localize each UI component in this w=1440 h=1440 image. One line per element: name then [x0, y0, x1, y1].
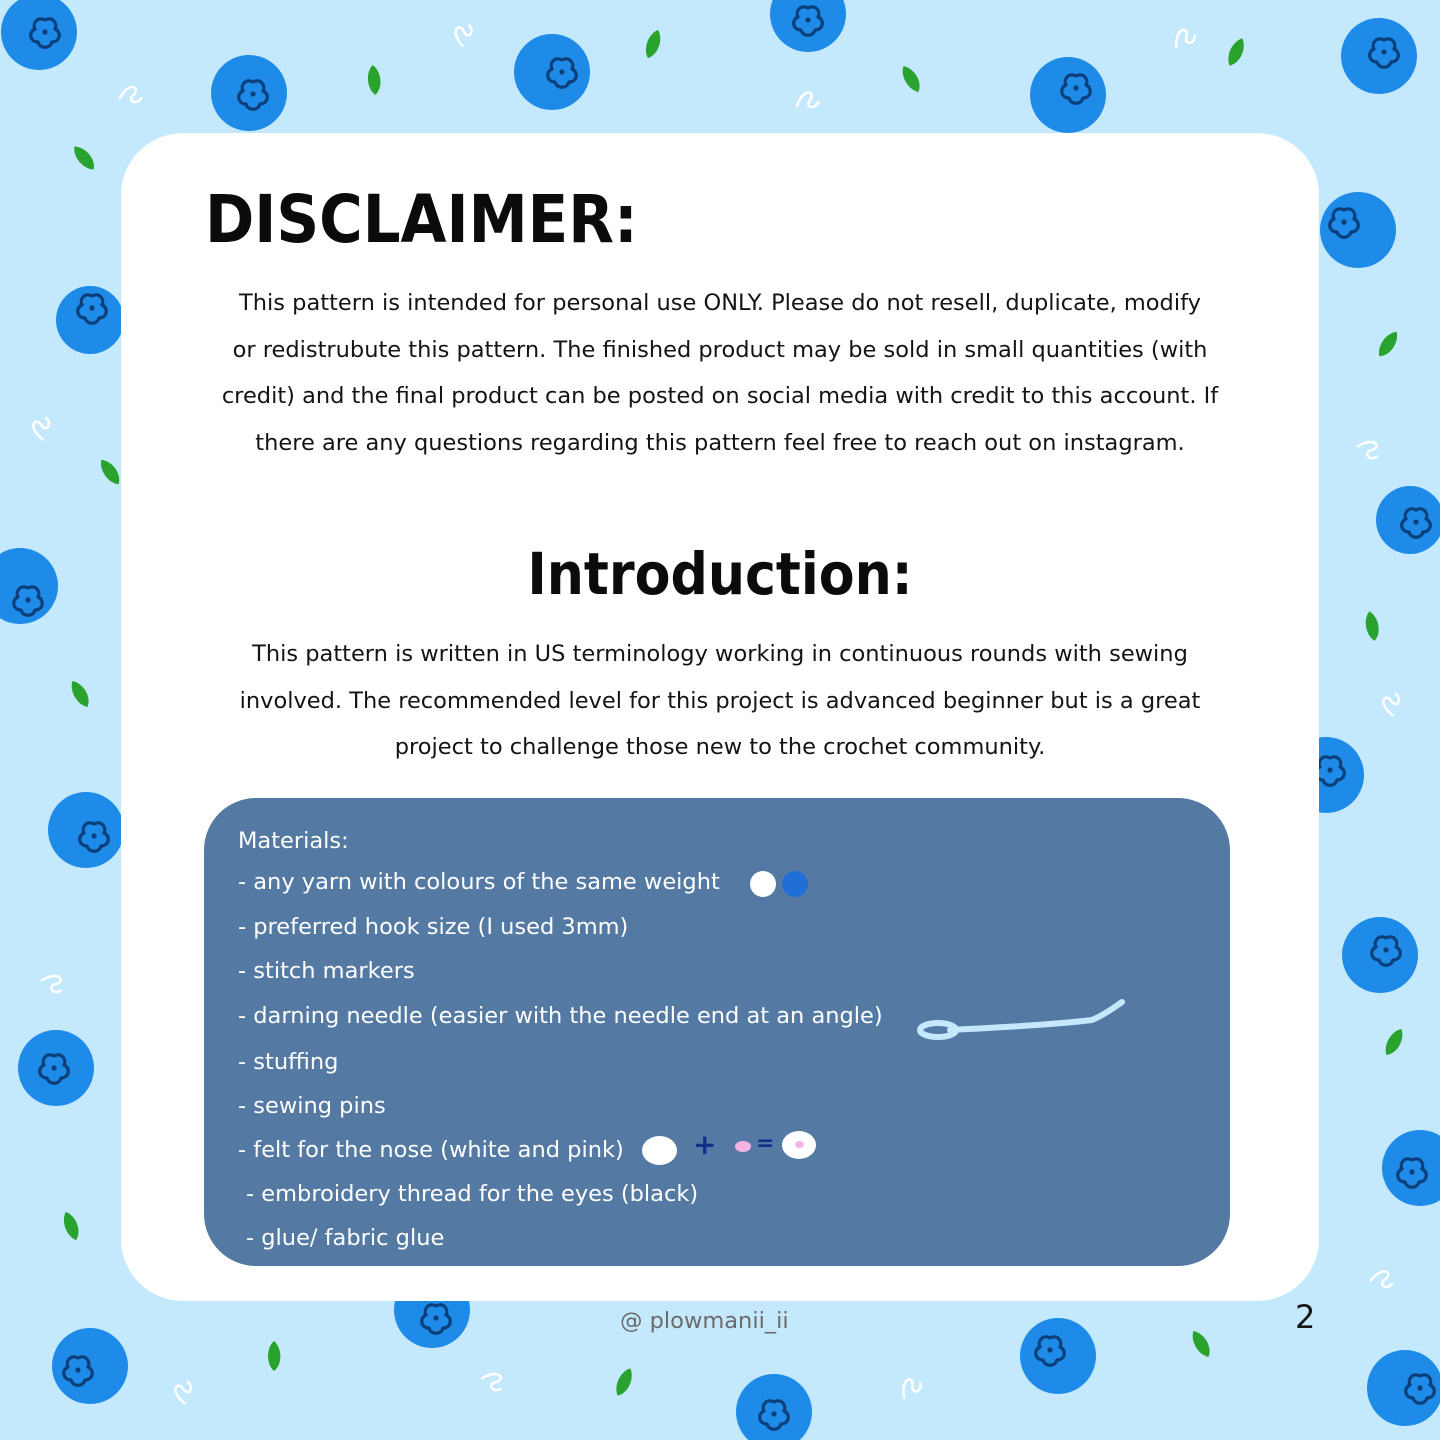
- introduction-line: involved. The recommended level for this project is advanced beginner but is a great: [239, 687, 1201, 714]
- materials-title: Materials:: [238, 828, 349, 854]
- materials-item-felt: - felt for the nose (white and pink): [238, 1137, 624, 1163]
- white-yarn-dot-icon: [750, 871, 776, 897]
- disclaimer-line: or redistrubute this pattern. The finished product may be sold in small quantities (with: [232, 336, 1208, 363]
- disclaimer-line: there are any questions regarding this pattern feel free to reach out on instagram.: [255, 429, 1185, 456]
- materials-item-glue: - glue/ fabric glue: [246, 1225, 445, 1251]
- materials-item-stuffing: - stuffing: [238, 1049, 339, 1075]
- disclaimer-heading: DISCLAIMER:: [205, 181, 638, 258]
- instagram-handle: @ plowmanii_ii: [620, 1308, 789, 1334]
- darning-needle-icon: [910, 990, 1134, 1050]
- disclaimer-text: [200, 280, 1240, 466]
- equals-symbol: =: [756, 1131, 775, 1156]
- materials-item-yarn: - any yarn with colours of the same weight: [238, 869, 720, 895]
- disclaimer-line: This pattern is intended for personal use ONLY. Please do not resell, duplicate, modify: [239, 290, 1201, 316]
- felt-nose-result-icon: [782, 1131, 816, 1159]
- materials-item-stitch-markers: - stitch markers: [238, 958, 415, 984]
- materials-item-sewing-pins: - sewing pins: [238, 1093, 386, 1119]
- white-felt-icon: [642, 1136, 677, 1165]
- page-number: 2: [1295, 1298, 1316, 1336]
- disclaimer-line: credit) and the final product can be posted on social media with credit to this account. If: [221, 383, 1219, 409]
- introduction-line: project to challenge those new to the crochet community.: [394, 734, 1046, 760]
- materials-item-hook: - preferred hook size (I used 3mm): [238, 914, 629, 940]
- introduction-text: [220, 631, 1220, 771]
- pink-spot-icon: [795, 1141, 804, 1148]
- introduction-line: This pattern is written in US terminology working in continuous rounds with sewing: [252, 641, 1188, 667]
- pink-felt-icon: [735, 1141, 751, 1152]
- introduction-heading: Introduction:: [527, 540, 913, 608]
- blue-yarn-dot-icon: [782, 871, 808, 897]
- plus-symbol: +: [693, 1128, 717, 1161]
- materials-item-darning-needle: - darning needle (easier with the needle end at an angle): [238, 1003, 883, 1029]
- materials-item-embroidery-thread: - embroidery thread for the eyes (black): [246, 1181, 699, 1207]
